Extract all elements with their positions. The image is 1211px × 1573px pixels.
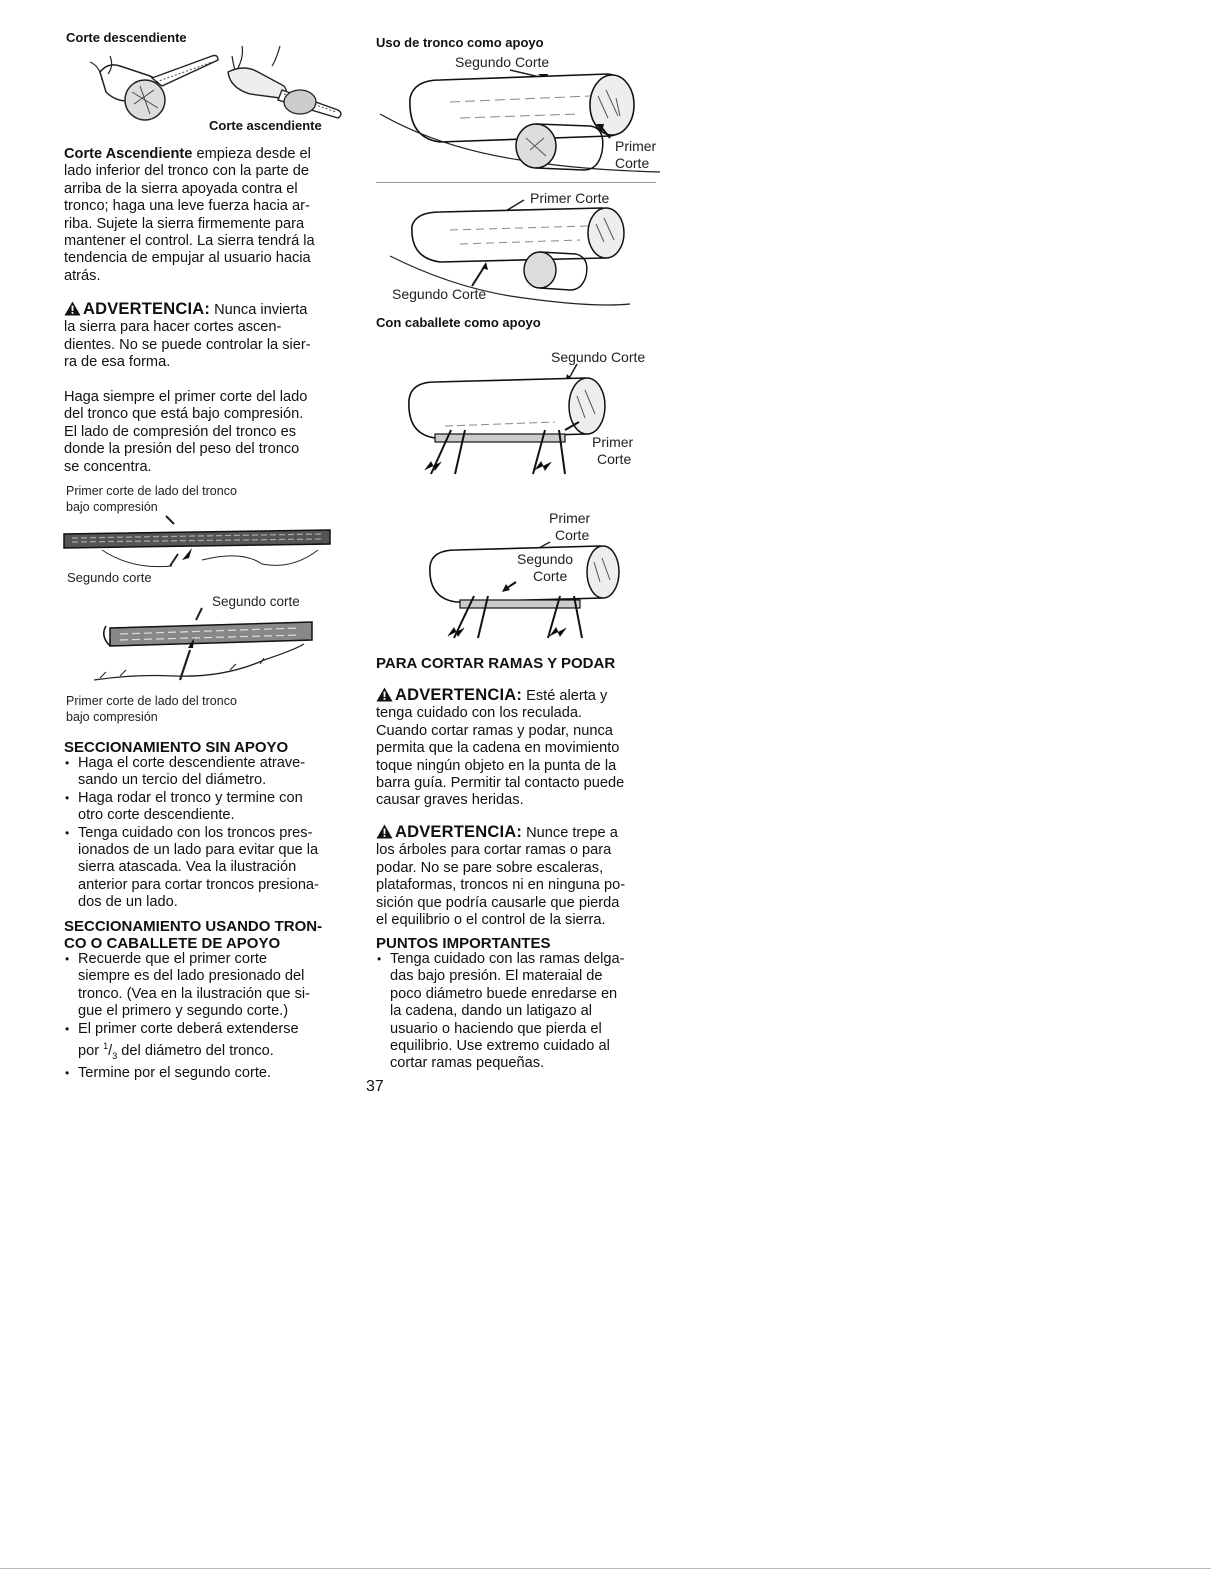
page-number: 37 [366,1078,384,1095]
fig-log-a-segundo: Segundo Corte [455,54,550,70]
fig-log-a-corte: Corte [615,155,650,171]
warning-reculada: ADVERTENCIA: Esté alerta y tenga cuidado con los reculada. Cuando cortar ramas y podar, nunca permita que la cadena en movimiento toque ningún objeto en la punta de la barra guía. Permitir tal contacto puede causar graves heridas. [376,686,625,809]
corte-ascendiente-paragraph: Corte Ascendiente empieza desde el lado inferior del tronco con la parte de arriba de la sierra apoyada contra el tronco; haga una leve fuerza hacia ar- riba. Sujete la sierra firmemente para mantener el control. La sierra tendrá la tendencia de empujar al usuario hacia atrás. [64,146,315,284]
list-item: • El primer corte deberá extenderse por $^1/_3$ del diámetro del tronco. [64,1021,364,1066]
fig-horse-a-primer: Primer [592,434,634,450]
log-support-heading: Uso de tronco como apoyo [376,35,544,50]
section-ramas-heading: PARA CORTAR RAMAS Y PODAR [376,655,616,672]
section-con-apoyo-list [64,951,364,1083]
fig1-label-down: Corte descendiente [66,30,187,45]
figure-divider [376,182,656,183]
fig-horse-b-segundo: Segundo [517,551,574,567]
log-on-sawhorse-illustration-b [420,530,630,648]
log-spanning-gap-illustration [62,508,342,578]
fig-horse-a-segundo: Segundo Corte [551,349,646,365]
section-sin-apoyo-list [64,755,364,912]
log-on-ground-illustration [90,606,320,688]
fig-horse-b-segundo-corte: Corte [533,568,568,584]
fig-horse-b-corte: Corte [555,527,590,543]
list-item: • Recuerde que el primer corte siempre es del lado presionado del tronco. (Vea en la ilustración que si- gue el primero y segundo corte.) [64,951,364,1021]
warning-label: ADVERTENCIA: [395,823,523,841]
scan-edge-line [0,1568,1211,1569]
log-on-sawhorse-illustration-a [395,360,615,484]
sawhorse-heading: Con caballete como apoyo [376,315,541,330]
section-puntos-list [376,951,676,1073]
warning-triangle-icon [376,687,393,702]
fig-log-a-primer: Primer [615,138,657,154]
warning-triangle-icon [376,824,393,839]
warning-triangle-icon [64,301,81,316]
list-item: • Haga rodar el tronco y termine con otro corte descendiente. [64,790,364,825]
chainsaw-cut-illustration [60,42,340,124]
fig3-bottom-label: Primer corte de lado del tronco [66,694,237,708]
fig3-segundo-label: Segundo corte [212,594,300,609]
corte-ascendiente-term: Corte Ascendiente [64,146,193,162]
section-con-apoyo-heading: SECCIONAMIENTO USANDO TRON- CO O CABALLETE DE APOYO [64,918,323,952]
warning-no-climb: ADVERTENCIA: Nunce trepe a los árboles para cortar ramas o para podar. No se pare sobre escaleras, plataformas, troncos ni en ninguna po- sición que podría causarle que pierda el equilibrio o el control de la sierra. [376,823,626,929]
list-item: • Tenga cuidado con los troncos pres- ionados de un lado para evitar que la sierra atascada. Vea la ilustración anterior para cortar troncos presiona- dos de un lado. [64,825,364,912]
warning-label: ADVERTENCIA: [83,300,211,318]
fig2-top-label-2: bajo compresión [66,500,158,514]
fig2-top-label: Primer corte de lado del tronco [66,484,237,498]
section-puntos-heading: PUNTOS IMPORTANTES [376,935,551,952]
fig-log-b-primer: Primer Corte [530,190,610,206]
warning-no-invert: ADVERTENCIA: Nunca invierta la sierra para hacer cortes ascen- dientes. No se puede controlar la sier- ra de esa forma. [64,300,311,371]
fig-horse-a-corte: Corte [597,451,632,467]
section-sin-apoyo-heading: SECCIONAMIENTO SIN APOYO [64,739,289,756]
fig2-segundo-label: Segundo corte [67,570,152,585]
warning-label: ADVERTENCIA: [395,686,523,704]
list-item: • Termine por el segundo corte. [64,1065,364,1082]
fig1-label-up: Corte ascendiente [209,118,322,133]
list-item: • Tenga cuidado con las ramas delga- das bajo presión. El materaial de poco diámetro buede enredarse en la cadena, dando un latigazo al usuario o haciendo que pierda el equilibrio. Use extremo cuidado al cortar ramas pequeñas. [376,951,676,1073]
list-item: • Haga el corte descendiente atrave- sando un tercio del diámetro. [64,755,364,790]
fraction-line: por $^1/_3$ del diámetro del tronco. [78,1041,274,1061]
compression-paragraph: Haga siempre el primer corte del lado del tronco que está bajo compresión. El lado de compresión del tronco es donde la presión del peso del tronco se concentra. [64,389,308,475]
fig3-bottom-label-2: bajo compresión [66,710,158,724]
fig-horse-b-primer: Primer [549,510,591,526]
fig-log-b-segundo: Segundo Corte [392,286,487,302]
